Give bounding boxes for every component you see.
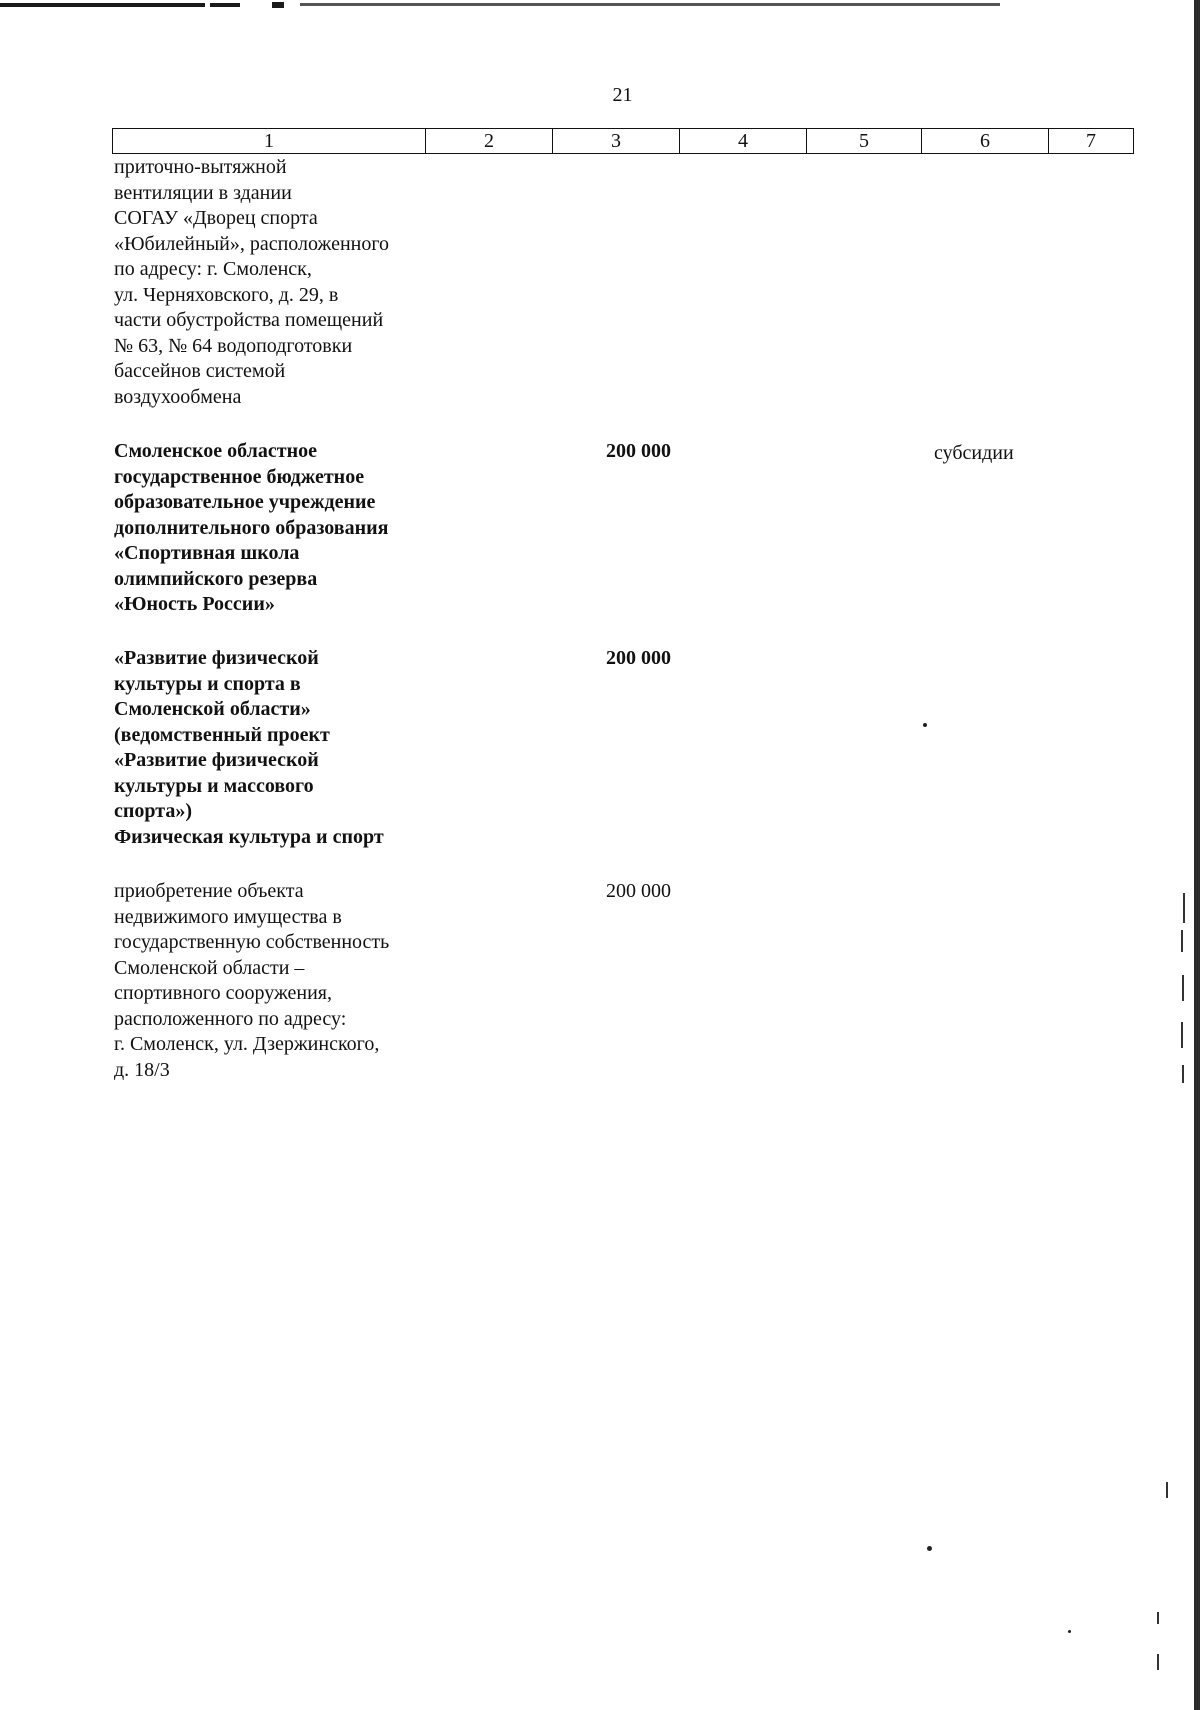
row-description: приточно-вытяжной вентиляции в здании СОГАУ «Дворец спорта «Юбилейный», расположенного по адресу: г. Смоленск, ул. Черняховского, д. 29, в части обустройства помещений № 63, № 64 водоподготовки бассейнов системой воздухообмена <box>114 156 390 408</box>
row-amount: 200 000 <box>606 647 671 669</box>
column-header-4: 4 <box>680 129 807 154</box>
scan-speck <box>927 1546 932 1551</box>
scan-mark <box>1157 1654 1159 1670</box>
table-row <box>114 439 1114 629</box>
scan-top-border <box>0 0 1200 10</box>
column-header-2: 2 <box>426 129 553 154</box>
table-row <box>114 646 1114 856</box>
scan-mark <box>1166 1482 1168 1498</box>
column-header-6: 6 <box>922 129 1049 154</box>
row-amount: 200 000 <box>606 440 671 462</box>
column-header-7: 7 <box>1049 129 1134 154</box>
column-header-5: 5 <box>807 129 922 154</box>
table-column-header <box>112 128 1134 154</box>
row-amount: 200 000 <box>606 880 671 902</box>
scan-mark <box>1182 975 1184 1001</box>
column-header-3: 3 <box>553 129 680 154</box>
scan-mark <box>1183 893 1185 923</box>
row-description: «Развитие физической культуры и спорта в Смоленской области» (ведомственный проект «Развитие физической культуры и массового спорта») Физическая культура и спорт <box>114 647 384 848</box>
row-description: приобретение объекта недвижимого имущества в государственную собственность Смоленской области – спортивного сооружения, расположенного по адресу: г. Смоленск, ул. Дзержинского, д. 18/3 <box>114 880 390 1081</box>
page-number: 21 <box>612 84 633 106</box>
row-description: Смоленское областное государственное бюджетное образовательное учреждение дополнительного образования «Спортивная школа олимпийского резерва «Юность России» <box>114 440 389 615</box>
table-row <box>114 879 1114 1089</box>
row-expense-kind: субсидии <box>934 442 1014 464</box>
scan-right-edge <box>1194 0 1200 1710</box>
scan-mark <box>1157 1612 1159 1624</box>
scan-speck <box>1068 1630 1071 1633</box>
column-header-1: 1 <box>113 129 426 154</box>
scan-mark <box>1182 1065 1184 1083</box>
scan-mark <box>1181 1022 1183 1048</box>
scan-mark <box>1181 930 1183 952</box>
table-row <box>114 155 1114 415</box>
